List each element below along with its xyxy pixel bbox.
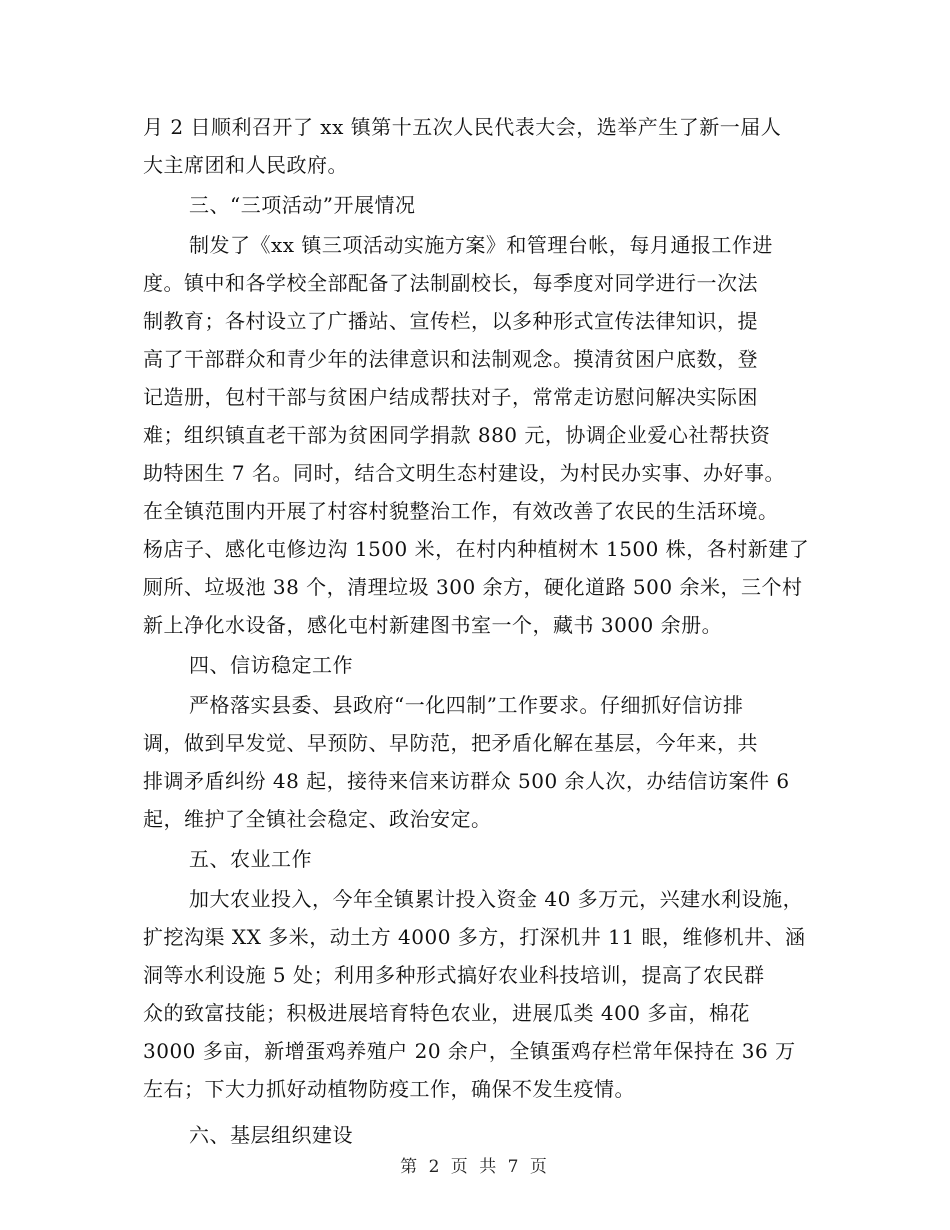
body-line: 新上净化水设备，感化屯村新建图书室一个，藏书 3000 余册。 bbox=[143, 613, 723, 637]
body-line: 记造册，包村干部与贫困户结成帮扶对子，常常走访慰问解决实际困 bbox=[143, 385, 758, 409]
body-line: 大主席团和人民政府。 bbox=[143, 153, 348, 177]
body-line: 月 2 日顺利召开了 xx 镇第十五次人民代表大会，选举产生了新一届人 bbox=[143, 115, 782, 139]
body-line: 高了干部群众和青少年的法律意识和法制观念。摸清贫困户底数，登 bbox=[143, 347, 758, 371]
body-line: 3000 多亩，新增蛋鸡养殖户 20 余户，全镇蛋鸡存栏常年保持在 36 万 bbox=[143, 1039, 796, 1063]
body-line: 排调矛盾纠纷 48 起，接待来信来访群众 500 余人次，办结信访案件 6 bbox=[143, 769, 790, 793]
section-heading: 五、农业工作 bbox=[189, 847, 312, 871]
body-line: 度。镇中和各学校全部配备了法制副校长，每季度对同学进行一次法 bbox=[143, 271, 758, 295]
body-line: 调，做到早发觉、早预防、早防范，把矛盾化解在基层，今年来，共 bbox=[143, 731, 758, 755]
body-line: 左右；下大力抓好动植物防疫工作，确保不发生疫情。 bbox=[143, 1077, 635, 1101]
body-line: 起，维护了全镇社会稳定、政治安定。 bbox=[143, 807, 492, 831]
body-line: 助特困生 7 名。同时，结合文明生态村建设，为村民办实事、办好事。 bbox=[143, 461, 785, 485]
body-line: 洞等水利设施 5 处；利用多种形式搞好农业科技培训，提高了农民群 bbox=[143, 963, 765, 987]
body-line: 在全镇范围内开展了村容村貌整治工作，有效改善了农民的生活环境。 bbox=[143, 499, 779, 523]
section-heading: 三、“三项活动”开展情况 bbox=[189, 193, 416, 217]
body-line: 难；组织镇直老干部为贫困同学捐款 880 元，协调企业爱心社帮扶资 bbox=[143, 423, 771, 447]
paragraph-first-line: 严格落实县委、县政府“一化四制”工作要求。仔细抓好信访排 bbox=[189, 693, 744, 717]
paragraph-first-line: 制发了《xx 镇三项活动实施方案》和管理台帐，每月通报工作进 bbox=[189, 233, 773, 257]
paragraph-first-line: 加大农业投入，今年全镇累计投入资金 40 多万元，兴建水利设施， bbox=[189, 887, 804, 911]
document-body bbox=[143, 108, 833, 1156]
section-heading: 四、信访稳定工作 bbox=[189, 653, 353, 677]
body-line: 杨店子、感化屯修边沟 1500 米，在村内种植树木 1500 株，各村新建了 bbox=[143, 537, 810, 561]
body-line: 制教育；各村设立了广播站、宣传栏，以多种形式宣传法律知识，提 bbox=[143, 309, 758, 333]
page-number-footer: 第 2 页 共 7 页 bbox=[400, 1157, 550, 1177]
section-heading: 六、基层组织建设 bbox=[189, 1123, 353, 1147]
body-line: 众的致富技能；积极进展培育特色农业，进展瓜类 400 多亩，棉花 bbox=[143, 1001, 750, 1025]
body-line: 扩挖沟渠 XX 多米，动土方 4000 多方，打深机井 11 眼，维修机井、涵 bbox=[143, 925, 806, 949]
body-line: 厕所、垃圾池 38 个，清理垃圾 300 余方，硬化道路 500 余米，三个村 bbox=[143, 575, 803, 599]
